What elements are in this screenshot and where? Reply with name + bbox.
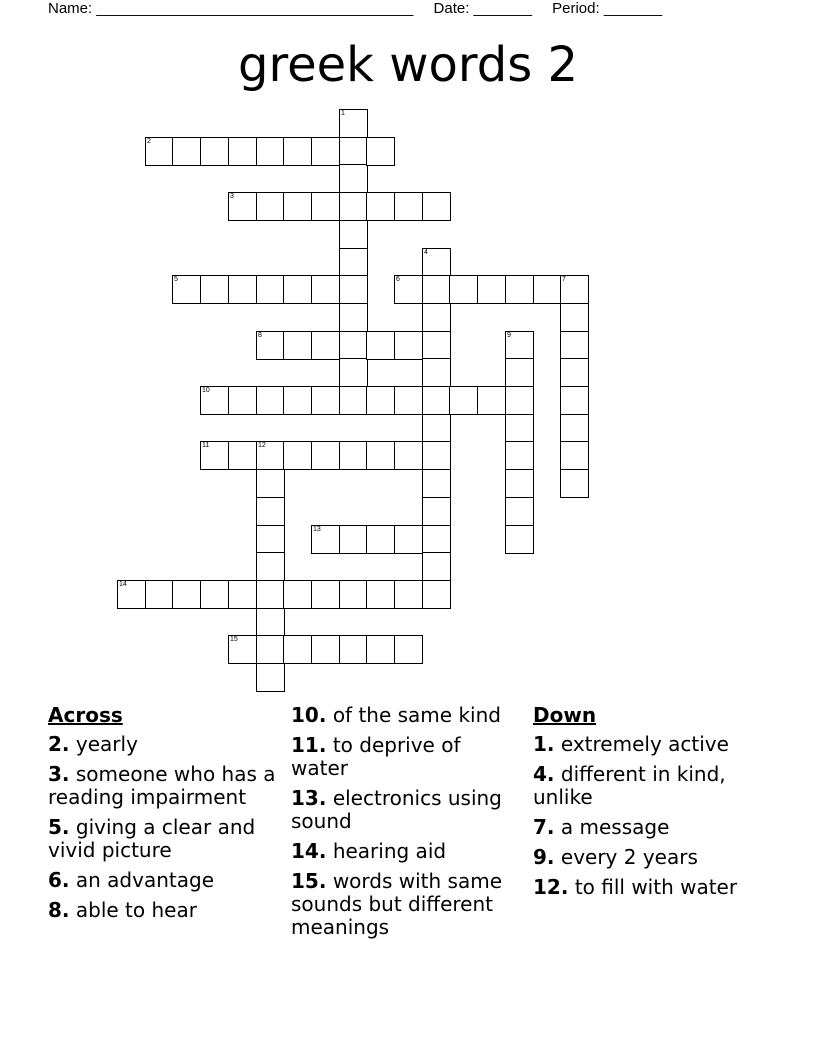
- grid-cell[interactable]: [256, 192, 285, 221]
- grid-cell[interactable]: [366, 635, 395, 664]
- cell-number: 3: [230, 193, 234, 200]
- grid-cell[interactable]: [366, 580, 395, 609]
- grid-cell[interactable]: [283, 386, 312, 415]
- puzzle-title: greek words 2: [237, 37, 579, 93]
- grid-cell[interactable]: [311, 137, 340, 166]
- grid-cell[interactable]: [283, 580, 312, 609]
- grid-cell[interactable]: [394, 331, 423, 360]
- cell-number: 2: [147, 138, 151, 145]
- grid-cell[interactable]: [117, 580, 146, 609]
- clue-across-3: 3. someone who has a reading impairment: [48, 762, 276, 809]
- clue-down-7: 7. a message: [533, 815, 670, 839]
- cell-number: 10: [202, 387, 210, 394]
- grid-cell[interactable]: [228, 275, 257, 304]
- across-clues-column-2: [291, 704, 523, 946]
- grid-cell[interactable]: [533, 275, 562, 304]
- grid-cell[interactable]: [256, 275, 285, 304]
- across-heading: Across: [48, 703, 123, 727]
- grid-cell[interactable]: [505, 275, 534, 304]
- grid-cell[interactable]: [228, 137, 257, 166]
- cell-number: 14: [119, 581, 127, 588]
- grid-cell[interactable]: [283, 635, 312, 664]
- grid-cell[interactable]: [560, 441, 589, 470]
- grid-cell[interactable]: [256, 552, 285, 581]
- grid-cell[interactable]: [505, 441, 534, 470]
- grid-cell[interactable]: [560, 275, 589, 304]
- grid-cell[interactable]: [283, 441, 312, 470]
- grid-cell[interactable]: [422, 331, 451, 360]
- down-heading: Down: [533, 703, 597, 727]
- grid-cell[interactable]: [505, 497, 534, 526]
- grid-cell[interactable]: [560, 358, 589, 387]
- clue-down-12: 12. to fill with water: [533, 875, 738, 899]
- across-clues-column-1: [48, 704, 280, 929]
- grid-cell[interactable]: [311, 441, 340, 470]
- grid-cell[interactable]: [339, 331, 368, 360]
- grid-cell[interactable]: [256, 331, 285, 360]
- grid-cell[interactable]: [422, 469, 451, 498]
- clue-down-9: 9. every 2 years: [533, 845, 698, 869]
- grid-cell[interactable]: [422, 275, 451, 304]
- grid-cell[interactable]: [228, 580, 257, 609]
- clue-across-15: 15. words with same sounds but different meanings: [291, 869, 503, 939]
- grid-cell[interactable]: [200, 386, 229, 415]
- cell-number: 11: [202, 442, 210, 449]
- clue-across-8: 8. able to hear: [48, 898, 197, 922]
- grid-cell[interactable]: [366, 386, 395, 415]
- grid-cell[interactable]: [422, 358, 451, 387]
- grid-cell[interactable]: [422, 303, 451, 332]
- grid-cell[interactable]: [256, 137, 285, 166]
- grid-cell[interactable]: [422, 386, 451, 415]
- grid-cell[interactable]: [339, 580, 368, 609]
- cell-number: 6: [396, 276, 400, 283]
- grid-cell[interactable]: [172, 137, 201, 166]
- grid-cell[interactable]: [394, 192, 423, 221]
- grid-cell[interactable]: [339, 109, 368, 138]
- grid-cell[interactable]: [311, 525, 340, 554]
- grid-cell[interactable]: [311, 635, 340, 664]
- grid-cell[interactable]: [366, 525, 395, 554]
- grid-cell[interactable]: [311, 275, 340, 304]
- grid-cell[interactable]: [505, 414, 534, 443]
- period-field-label[interactable]: Period: _______: [552, 0, 663, 17]
- grid-cell[interactable]: [339, 137, 368, 166]
- grid-cell[interactable]: [256, 497, 285, 526]
- grid-cell[interactable]: [339, 192, 368, 221]
- grid-cell[interactable]: [366, 137, 395, 166]
- cell-number: 4: [424, 249, 428, 256]
- grid-cell[interactable]: [422, 414, 451, 443]
- grid-cell[interactable]: [560, 414, 589, 443]
- grid-cell[interactable]: [228, 635, 257, 664]
- grid-cell[interactable]: [394, 635, 423, 664]
- cell-number: 12: [258, 442, 266, 449]
- clue-down-1: 1. extremely active: [533, 732, 729, 756]
- cell-number: 8: [258, 332, 262, 339]
- grid-cell[interactable]: [449, 386, 478, 415]
- grid-cell[interactable]: [256, 469, 285, 498]
- grid-cell[interactable]: [394, 525, 423, 554]
- cell-number: 15: [230, 636, 238, 643]
- grid-cell[interactable]: [422, 441, 451, 470]
- grid-cell[interactable]: [145, 137, 174, 166]
- grid-cell[interactable]: [172, 275, 201, 304]
- clue-across-6: 6. an advantage: [48, 868, 214, 892]
- grid-cell[interactable]: [394, 441, 423, 470]
- grid-cell[interactable]: [311, 386, 340, 415]
- grid-cell[interactable]: [145, 580, 174, 609]
- grid-cell[interactable]: [505, 331, 534, 360]
- grid-cell[interactable]: [505, 358, 534, 387]
- grid-cell[interactable]: [283, 275, 312, 304]
- grid-cell[interactable]: [422, 552, 451, 581]
- grid-cell[interactable]: [283, 137, 312, 166]
- grid-cell[interactable]: [339, 248, 368, 277]
- grid-cell[interactable]: [311, 580, 340, 609]
- grid-cell[interactable]: [256, 525, 285, 554]
- grid-cell[interactable]: [366, 192, 395, 221]
- name-field-label[interactable]: Name: ______________________________________: [48, 0, 414, 17]
- grid-cell[interactable]: [256, 635, 285, 664]
- grid-cell[interactable]: [394, 386, 423, 415]
- grid-cell[interactable]: [339, 164, 368, 193]
- grid-cell[interactable]: [449, 275, 478, 304]
- grid-cell[interactable]: [560, 331, 589, 360]
- grid-cell[interactable]: [200, 580, 229, 609]
- grid-cell[interactable]: [422, 497, 451, 526]
- grid-cell[interactable]: [422, 525, 451, 554]
- grid-cell[interactable]: [200, 137, 229, 166]
- grid-cell[interactable]: [283, 192, 312, 221]
- grid-cell[interactable]: [505, 469, 534, 498]
- clue-across-13: 13. electronics using sound: [291, 786, 502, 833]
- grid-cell[interactable]: [560, 469, 589, 498]
- grid-cell[interactable]: [366, 331, 395, 360]
- grid-cell[interactable]: [172, 580, 201, 609]
- clue-across-10: 10. of the same kind: [291, 703, 501, 727]
- grid-cell[interactable]: [256, 580, 285, 609]
- grid-cell[interactable]: [339, 386, 368, 415]
- clue-across-2: 2. yearly: [48, 732, 138, 756]
- grid-cell[interactable]: [256, 441, 285, 470]
- grid-cell[interactable]: [256, 608, 285, 637]
- clue-across-5: 5. giving a clear and vivid picture: [48, 815, 256, 862]
- grid-cell[interactable]: [339, 275, 368, 304]
- cell-number: 7: [562, 276, 566, 283]
- cell-number: 1: [341, 110, 345, 117]
- grid-cell[interactable]: [283, 331, 312, 360]
- grid-cell[interactable]: [256, 386, 285, 415]
- grid-cell[interactable]: [366, 441, 395, 470]
- grid-cell[interactable]: [505, 525, 534, 554]
- grid-cell[interactable]: [422, 580, 451, 609]
- grid-cell[interactable]: [339, 303, 368, 332]
- grid-cell[interactable]: [228, 386, 257, 415]
- grid-cell[interactable]: [200, 441, 229, 470]
- grid-cell[interactable]: [339, 358, 368, 387]
- clue-down-4: 4. different in kind, unlike: [533, 762, 726, 809]
- grid-cell[interactable]: [339, 525, 368, 554]
- cell-number: 13: [313, 526, 321, 533]
- grid-cell[interactable]: [477, 386, 506, 415]
- grid-cell[interactable]: [311, 331, 340, 360]
- grid-cell[interactable]: [339, 441, 368, 470]
- grid-cell[interactable]: [560, 303, 589, 332]
- grid-cell[interactable]: [505, 386, 534, 415]
- grid-cell[interactable]: [560, 386, 589, 415]
- cell-number: 5: [174, 276, 178, 283]
- grid-cell[interactable]: [228, 441, 257, 470]
- grid-cell[interactable]: [311, 192, 340, 221]
- grid-cell[interactable]: [228, 192, 257, 221]
- grid-cell[interactable]: [256, 663, 285, 692]
- down-clues-column: [533, 704, 765, 906]
- grid-cell[interactable]: [422, 192, 451, 221]
- date-field-label[interactable]: Date: _______: [433, 0, 532, 17]
- clue-across-11: 11. to deprive of water: [291, 733, 461, 780]
- grid-cell[interactable]: [200, 275, 229, 304]
- grid-cell[interactable]: [339, 635, 368, 664]
- grid-cell[interactable]: [339, 220, 368, 249]
- grid-cell[interactable]: [477, 275, 506, 304]
- grid-cell[interactable]: [422, 248, 451, 277]
- clue-across-14: 14. hearing aid: [291, 839, 447, 863]
- grid-cell[interactable]: [394, 580, 423, 609]
- cell-number: 9: [507, 332, 511, 339]
- grid-cell[interactable]: [394, 275, 423, 304]
